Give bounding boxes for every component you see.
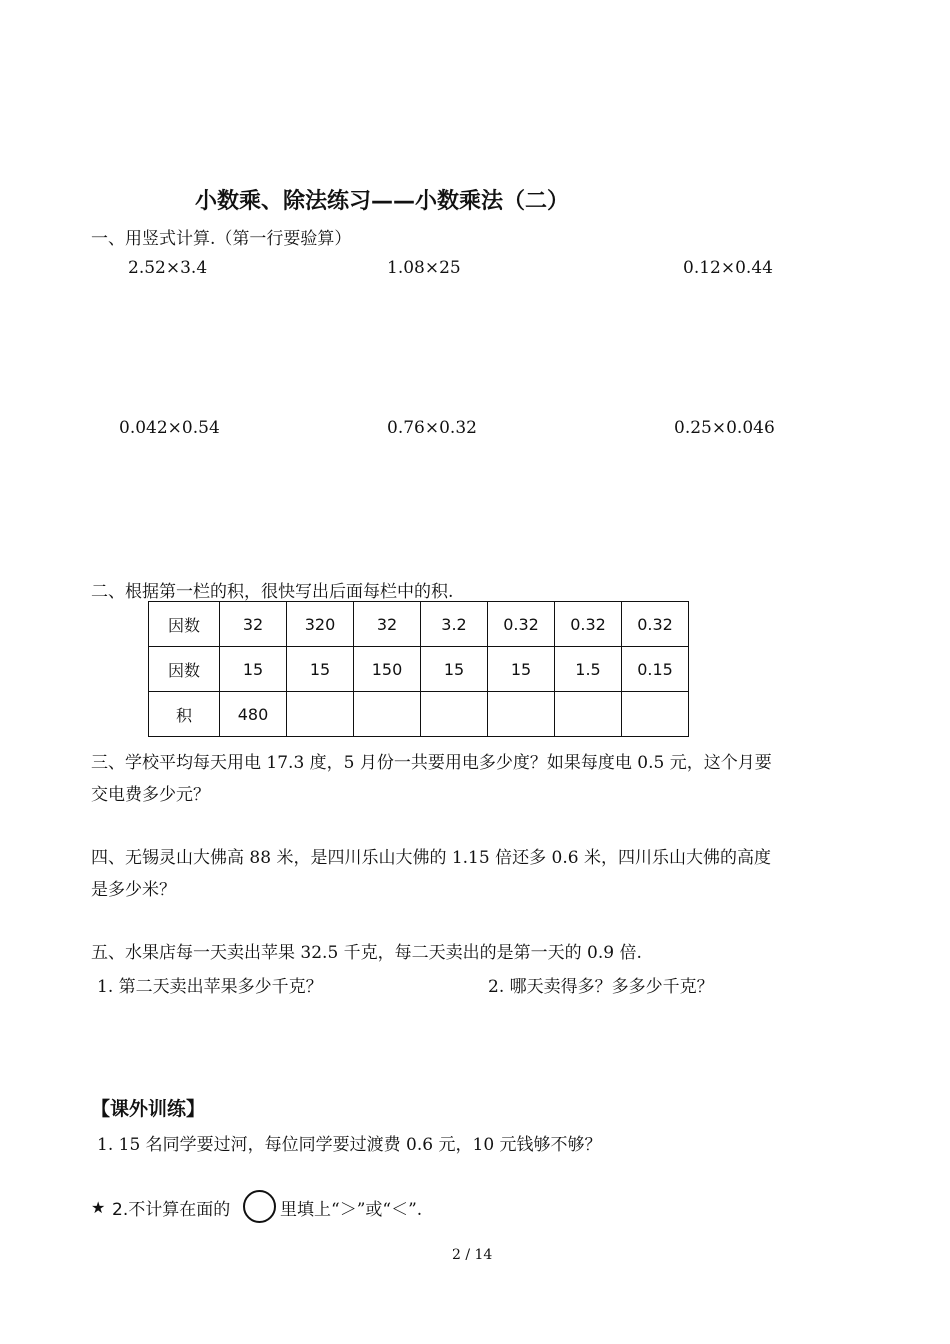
extra-question-2-text: 2.不计算在面的 — [112, 1200, 231, 1220]
section5-question-2: 2. 哪天卖得多？多多少千克？ — [488, 977, 714, 997]
answer-cell[interactable] — [488, 692, 555, 737]
problem-2-1: 0.042×0.54 — [119, 418, 220, 438]
table-row — [149, 602, 689, 647]
table-cell: 32 — [354, 602, 421, 647]
section1-heading: 一、用竖式计算.（第一行要验算） — [91, 229, 352, 249]
problem-1-2: 1.08×25 — [387, 258, 461, 278]
table-cell: 150 — [354, 647, 421, 692]
table-cell: 15 — [220, 647, 287, 692]
section4-line1: 四、无锡灵山大佛高 88 米，是四川乐山大佛的 1.15 倍还多 0.6 米，四川乐山大佛的高度 — [91, 848, 771, 868]
page-number: 2 / 14 — [452, 1247, 493, 1263]
page-title: 小数乘、除法练习——小数乘法（二） — [195, 189, 570, 214]
problem-1-1: 2.52×3.4 — [128, 258, 208, 278]
extra-question-2-tail: 里填上“＞”或“＜”. — [280, 1200, 423, 1220]
table-cell: 32 — [220, 602, 287, 647]
section4-line2: 是多少米？ — [91, 880, 176, 900]
table-cell: 15 — [488, 647, 555, 692]
table-cell: 15 — [287, 647, 354, 692]
section5-question-1: 1. 第二天卖出苹果多少千克？ — [97, 977, 323, 997]
table-cell: 积 — [149, 692, 220, 737]
table-cell: 0.32 — [555, 602, 622, 647]
table-cell: 480 — [220, 692, 287, 737]
table-cell: 1.5 — [555, 647, 622, 692]
problem-1-3: 0.12×0.44 — [683, 258, 773, 278]
table-row — [149, 692, 689, 737]
table-cell: 3.2 — [421, 602, 488, 647]
problem-2-2: 0.76×0.32 — [387, 418, 477, 438]
section3-line1: 三、学校平均每天用电 17.3 度，5 月份一共要用电多少度？如果每度电 0.5 元，这个月要 — [91, 753, 772, 773]
table-cell: 15 — [421, 647, 488, 692]
star-icon: ★ — [91, 1198, 106, 1217]
product-table — [148, 601, 689, 737]
section5-heading: 五、水果店每一天卖出苹果 32.5 千克，每二天卖出的是第一天的 0.9 倍. — [91, 943, 642, 963]
table-cell: 0.15 — [622, 647, 689, 692]
circle-blank[interactable] — [243, 1190, 276, 1223]
section3-line2: 交电费多少元？ — [91, 785, 210, 805]
extra-question-1: 1. 15 名同学要过河，每位同学要过渡费 0.6 元，10 元钱够不够？ — [97, 1135, 602, 1155]
table-cell: 0.32 — [622, 602, 689, 647]
table-cell: 320 — [287, 602, 354, 647]
table-cell: 因数 — [149, 602, 220, 647]
answer-cell[interactable] — [555, 692, 622, 737]
answer-cell[interactable] — [622, 692, 689, 737]
answer-cell[interactable] — [354, 692, 421, 737]
table-cell: 因数 — [149, 647, 220, 692]
problem-2-3: 0.25×0.046 — [674, 418, 775, 438]
section2-heading: 二、根据第一栏的积，很快写出后面每栏中的积. — [91, 582, 454, 602]
table-cell: 0.32 — [488, 602, 555, 647]
extra-heading: 【课外训练】 — [91, 1098, 206, 1120]
answer-cell[interactable] — [287, 692, 354, 737]
table-row — [149, 647, 689, 692]
answer-cell[interactable] — [421, 692, 488, 737]
